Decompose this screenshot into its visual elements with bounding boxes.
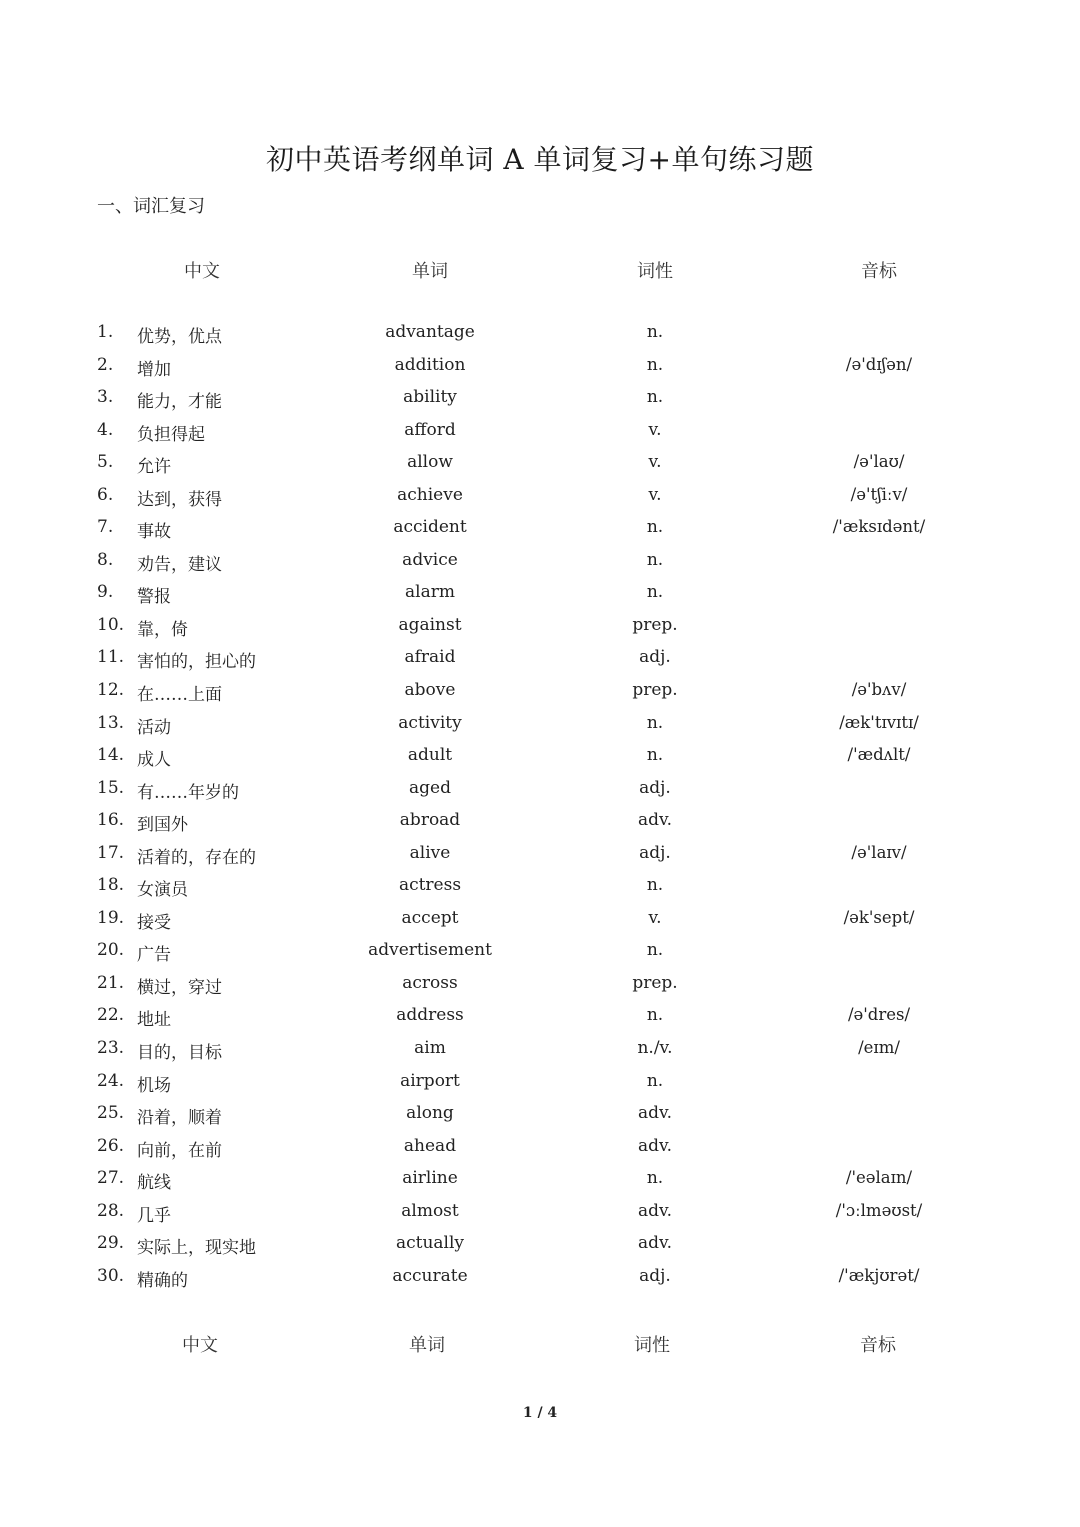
chinese-meaning: 到国外 [137, 815, 188, 836]
table-row [0, 485, 1080, 518]
english-word: aim [414, 1038, 446, 1059]
part-of-speech: n. [646, 712, 664, 733]
row-number: 26. [97, 1135, 125, 1156]
part-of-speech: n. [646, 940, 664, 961]
column-header-word-repeat: 单词 [409, 1335, 445, 1356]
english-word: accurate [392, 1265, 468, 1286]
document-title: 初中英语考纲单词 A 单词复习+单句练习题 [266, 143, 814, 176]
part-of-speech: v. [648, 452, 662, 473]
chinese-meaning: 目的，目标 [137, 1043, 222, 1064]
row-number: 28. [97, 1200, 125, 1221]
english-word: ability [403, 387, 457, 408]
table-row [0, 973, 1080, 1006]
row-number: 4. [97, 419, 114, 440]
row-number: 18. [97, 875, 125, 896]
part-of-speech: n. [646, 354, 664, 375]
english-word: allow [407, 452, 453, 473]
table-row [0, 713, 1080, 746]
part-of-speech: n. [646, 549, 664, 570]
table-row [0, 1071, 1080, 1104]
column-header-pos-repeat: 词性 [634, 1335, 670, 1356]
table-row [0, 517, 1080, 550]
english-word: afraid [404, 647, 456, 668]
phonetic-transcription: /ə'dres/ [847, 1005, 911, 1025]
table-header-bottom [0, 1331, 1080, 1357]
phonetic-transcription: /'ækjʊrət/ [838, 1265, 920, 1285]
phonetic-transcription: /'ɔːlməʊst/ [835, 1200, 923, 1220]
chinese-meaning: 活动 [137, 717, 171, 738]
part-of-speech: n. [646, 387, 664, 408]
row-number: 11. [97, 647, 125, 668]
chinese-meaning: 接受 [137, 912, 171, 933]
chinese-meaning: 成人 [137, 750, 171, 771]
english-word: across [402, 972, 458, 993]
row-number: 25. [97, 1103, 125, 1124]
chinese-meaning: 活着的，存在的 [137, 847, 256, 868]
chinese-meaning: 靠，倚 [137, 619, 188, 640]
part-of-speech: n. [646, 745, 664, 766]
row-number: 14. [97, 745, 125, 766]
table-row [0, 1266, 1080, 1299]
part-of-speech: n. [646, 322, 664, 342]
english-word: against [398, 614, 462, 635]
chinese-meaning: 负担得起 [137, 424, 205, 445]
row-number: 6. [97, 484, 114, 505]
table-row [0, 680, 1080, 713]
chinese-meaning: 女演员 [137, 880, 188, 901]
part-of-speech: prep. [632, 614, 678, 635]
phonetic-transcription: /eɪm/ [858, 1038, 900, 1058]
table-row [0, 1005, 1080, 1038]
page-number: 1 / 4 [522, 1405, 558, 1421]
part-of-speech: n. [646, 1168, 664, 1189]
phonetic-transcription: /'ædʌlt/ [847, 745, 911, 765]
table-row [0, 1201, 1080, 1234]
phonetic-transcription: /ə'tʃiːv/ [850, 484, 908, 504]
table-row [0, 1103, 1080, 1136]
english-word: actress [398, 875, 462, 896]
table-row [0, 615, 1080, 648]
table-row [0, 1168, 1080, 1201]
part-of-speech: adv. [637, 1135, 673, 1156]
row-number: 19. [97, 907, 125, 928]
part-of-speech: n. [646, 1005, 664, 1026]
row-number: 2. [97, 354, 114, 375]
part-of-speech: adj. [639, 1265, 671, 1286]
chinese-meaning: 劝告，建议 [137, 554, 222, 575]
row-number: 13. [97, 712, 125, 733]
column-header-phonetic: 音标 [861, 261, 897, 282]
english-word: advertisement [368, 940, 492, 961]
part-of-speech: n. [646, 875, 664, 896]
row-number: 24. [97, 1070, 125, 1091]
part-of-speech: n./v. [637, 1038, 673, 1059]
table-row [0, 810, 1080, 843]
english-word: alarm [405, 582, 455, 603]
table-row [0, 875, 1080, 908]
table-row [0, 1038, 1080, 1071]
phonetic-transcription: /æk'tɪvɪtɪ/ [839, 712, 919, 732]
row-number: 20. [97, 940, 125, 961]
table-row [0, 322, 1080, 355]
phonetic-transcription: /ə'laʊ/ [853, 452, 905, 472]
chinese-meaning: 增加 [137, 359, 171, 380]
english-word: almost [401, 1200, 459, 1221]
english-word: addition [394, 354, 466, 375]
english-word: abroad [399, 810, 461, 831]
row-number: 22. [97, 1005, 125, 1026]
chinese-meaning: 能力，才能 [137, 392, 222, 413]
english-word: achieve [397, 484, 463, 505]
english-word: accept [401, 907, 459, 928]
part-of-speech: adv. [637, 1103, 673, 1124]
chinese-meaning: 有……年岁的 [137, 782, 239, 803]
chinese-meaning: 横过，穿过 [137, 977, 222, 998]
row-number: 15. [97, 777, 125, 798]
row-number: 1. [97, 322, 114, 342]
chinese-meaning: 事故 [137, 522, 171, 543]
part-of-speech: prep. [632, 972, 678, 993]
row-number: 17. [97, 842, 125, 863]
english-word: actually [395, 1233, 465, 1254]
column-header-pos: 词性 [637, 261, 673, 282]
row-number: 8. [97, 549, 114, 570]
chinese-meaning: 航线 [137, 1173, 171, 1194]
phonetic-transcription: /'eəlaɪn/ [845, 1168, 913, 1188]
english-word: adult [407, 745, 453, 766]
chinese-meaning: 精确的 [137, 1270, 188, 1291]
row-number: 21. [97, 972, 125, 993]
chinese-meaning: 在……上面 [137, 685, 222, 706]
chinese-meaning: 警报 [137, 587, 171, 608]
english-word: alive [409, 842, 451, 863]
row-number: 5. [97, 452, 114, 473]
row-number: 16. [97, 810, 125, 831]
row-number: 23. [97, 1038, 125, 1059]
english-word: address [396, 1005, 464, 1026]
table-row [0, 843, 1080, 876]
chinese-meaning: 几乎 [137, 1205, 171, 1226]
english-word: above [404, 680, 456, 701]
table-row [0, 778, 1080, 811]
english-word: along [406, 1103, 454, 1124]
row-number: 12. [97, 680, 125, 701]
column-header-chinese-repeat: 中文 [182, 1335, 218, 1356]
chinese-meaning: 优势，优点 [137, 327, 222, 347]
part-of-speech: adv. [637, 810, 673, 831]
row-number: 29. [97, 1233, 125, 1254]
english-word: afford [404, 419, 456, 440]
table-row [0, 582, 1080, 615]
table-row [0, 452, 1080, 485]
part-of-speech: adj. [639, 647, 671, 668]
english-word: airport [400, 1070, 460, 1091]
table-row [0, 745, 1080, 778]
chinese-meaning: 达到，获得 [137, 489, 222, 510]
part-of-speech: n. [646, 517, 664, 538]
chinese-meaning: 沿着，顺着 [137, 1108, 222, 1129]
part-of-speech: v. [648, 484, 662, 505]
chinese-meaning: 允许 [137, 457, 171, 478]
table-row [0, 1136, 1080, 1169]
part-of-speech: adj. [639, 842, 671, 863]
english-word: accident [393, 517, 467, 538]
english-word: ahead [403, 1135, 457, 1156]
chinese-meaning: 地址 [137, 1010, 171, 1031]
part-of-speech: prep. [632, 680, 678, 701]
chinese-meaning: 害怕的，担心的 [137, 652, 256, 673]
phonetic-transcription: /ək'sept/ [843, 907, 915, 927]
part-of-speech: n. [646, 1070, 664, 1091]
part-of-speech: adj. [639, 777, 671, 798]
row-number: 30. [97, 1265, 125, 1286]
phonetic-transcription: /ə'laɪv/ [851, 842, 907, 862]
english-word: activity [398, 712, 462, 733]
row-number: 9. [97, 582, 114, 603]
table-row [0, 387, 1080, 420]
chinese-meaning: 机场 [137, 1075, 171, 1096]
part-of-speech: v. [648, 907, 662, 928]
table-row [0, 420, 1080, 453]
table-row [0, 550, 1080, 583]
phonetic-transcription: /ə'bʌv/ [851, 680, 907, 700]
english-word: advantage [385, 322, 475, 342]
table-row [0, 355, 1080, 388]
part-of-speech: adv. [637, 1200, 673, 1221]
table-header-top [0, 257, 1080, 283]
chinese-meaning: 广告 [137, 945, 171, 966]
part-of-speech: n. [646, 582, 664, 603]
column-header-phonetic-repeat: 音标 [860, 1335, 896, 1356]
english-word: aged [409, 777, 451, 798]
part-of-speech: adv. [637, 1233, 673, 1254]
table-row [0, 647, 1080, 680]
english-word: airline [402, 1168, 458, 1189]
phonetic-transcription: /ə'dɪʃən/ [845, 354, 913, 374]
column-header-word: 单词 [412, 261, 448, 282]
phonetic-transcription: /'æksɪdənt/ [832, 517, 926, 537]
row-number: 7. [97, 517, 114, 538]
english-word: advice [402, 549, 458, 570]
row-number: 27. [97, 1168, 125, 1189]
table-row [0, 908, 1080, 941]
table-row [0, 1233, 1080, 1266]
part-of-speech: v. [648, 419, 662, 440]
chinese-meaning: 向前，在前 [137, 1140, 222, 1161]
chinese-meaning: 实际上，现实地 [137, 1238, 256, 1259]
section-heading: 一、词汇复习 [97, 196, 205, 217]
column-header-chinese: 中文 [184, 261, 220, 282]
row-number: 3. [97, 387, 114, 408]
vocabulary-table [0, 322, 1080, 1298]
table-row [0, 940, 1080, 973]
row-number: 10. [97, 614, 125, 635]
